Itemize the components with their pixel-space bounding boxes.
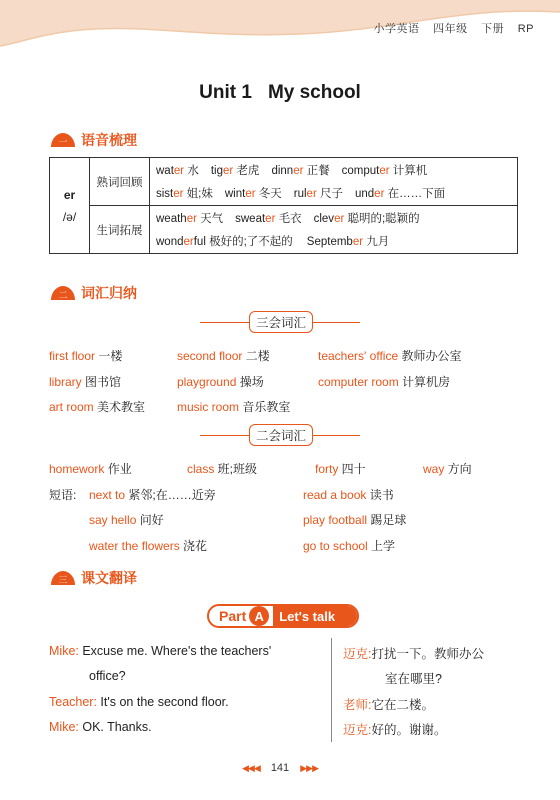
part-label: Part: [219, 608, 247, 624]
familiar-row-2: [150, 182, 518, 206]
phonics-word: under 在……下面: [354, 188, 446, 201]
phonics-letters: er: [50, 158, 90, 206]
phonics-word: winter 冬天: [224, 188, 282, 201]
section-title: 词汇归纳: [81, 285, 137, 301]
vocab-item: forty 四十: [315, 462, 366, 476]
dialogue-line-en: Teacher: It's on the second floor.: [49, 695, 229, 709]
row-label-familiar: 熟词回顾: [90, 158, 150, 206]
page-title: [0, 82, 560, 104]
svg-text:二: 二: [58, 291, 68, 301]
svg-text:三: 三: [58, 576, 68, 586]
vocab-item: playground 操场: [177, 375, 264, 389]
section-badge-icon: [49, 284, 77, 302]
vocab-item: first floor 一楼: [49, 349, 123, 363]
page-footer: [0, 762, 560, 774]
prev-arrows-icon: ◀◀◀: [241, 763, 260, 773]
phrase-item: next to 紧邻;在……近旁: [89, 488, 216, 502]
svg-text:一: 一: [58, 138, 68, 148]
level3-tag: 三会词汇: [249, 311, 313, 333]
dialogue-line-en: Mike: Excuse me. Where's the teachers': [49, 644, 272, 658]
phonics-word: wonderful 极好的;了不起的: [156, 236, 293, 249]
phonics-word: clever 聪明的;聪颖的: [313, 212, 420, 225]
part-a-banner: [207, 604, 359, 628]
phonics-word: dinner 正餐: [271, 164, 330, 177]
new-row-2: [150, 230, 518, 254]
section-badge-icon: [49, 131, 77, 149]
part-name: Let's talk: [273, 606, 357, 626]
vocab-item: teachers' office 教师办公室: [318, 349, 462, 363]
page-header: [364, 20, 534, 36]
section-vocab-heading: [49, 283, 137, 303]
phonics-word: tiger 老虎: [210, 164, 260, 177]
section-badge-icon: [49, 569, 77, 587]
vocab-item: homework 作业: [49, 462, 132, 476]
dialogue-line-cn: 迈克:好的。谢谢。: [343, 723, 447, 737]
header-term: 下册: [481, 23, 505, 35]
section-translation-heading: [49, 568, 137, 588]
unit-name: My school: [267, 82, 361, 103]
dialogue-divider: [331, 638, 332, 742]
next-arrows-icon: ▶▶▶: [300, 763, 318, 773]
phonics-word: weather 天气: [156, 212, 224, 225]
phonics-word: sweater 毛衣: [235, 212, 302, 225]
phrase-item: say hello 问好: [89, 513, 164, 527]
header-subject: 小学英语: [373, 23, 420, 35]
phonics-word: sister 姐;妹: [156, 188, 213, 201]
page-number: 141: [270, 762, 290, 774]
header-grade: 四年级: [433, 23, 468, 35]
new-row-1: [150, 206, 518, 230]
part-letter: A: [249, 606, 269, 626]
vocab-item: music room 音乐教室: [177, 400, 291, 414]
section-title: 课文翻译: [81, 570, 137, 586]
header-edition: RP: [517, 23, 534, 35]
vocab-item: class 班;班级: [187, 462, 258, 476]
dialogue-line-cn: 迈克:打扰一下。教师办公: [343, 647, 484, 661]
dialogue-line-en: Mike: OK. Thanks.: [49, 720, 152, 734]
phonics-word: water 水: [156, 164, 199, 177]
vocab-item: computer room 计算机房: [318, 375, 451, 389]
phrase-item: play football 踢足球: [303, 513, 407, 527]
phonics-word: ruler 尺子: [293, 188, 343, 201]
vocab-item: way 方向: [423, 462, 472, 476]
section-phonics-heading: [49, 130, 137, 150]
dialogue-line-cn: 老师:它在二楼。: [343, 698, 434, 712]
unit-label: Unit 1: [199, 82, 252, 103]
level2-tag: 二会词汇: [249, 424, 313, 446]
familiar-row-1: [150, 158, 518, 182]
phrases-label: 短语:: [49, 488, 77, 502]
dialogue-line-en-cont: office?: [89, 669, 126, 683]
phonics-word: computer 计算机: [341, 164, 428, 177]
row-label-new: 生词拓展: [90, 206, 150, 254]
section-title: 语音梳理: [81, 132, 137, 148]
vocab-item: library 图书馆: [49, 375, 122, 389]
phonics-table: [49, 157, 518, 254]
phrase-item: read a book 读书: [303, 488, 394, 502]
phonics-word: September 九月: [306, 236, 390, 249]
phrase-item: go to school 上学: [303, 539, 396, 553]
phonics-ipa: /ə/: [50, 206, 90, 254]
vocab-item: second floor 二楼: [177, 349, 270, 363]
dialogue-line-cn-cont: 室在哪里?: [385, 672, 442, 686]
vocab-item: art room 美术教室: [49, 400, 146, 414]
phrase-item: water the flowers 浇花: [89, 539, 208, 553]
